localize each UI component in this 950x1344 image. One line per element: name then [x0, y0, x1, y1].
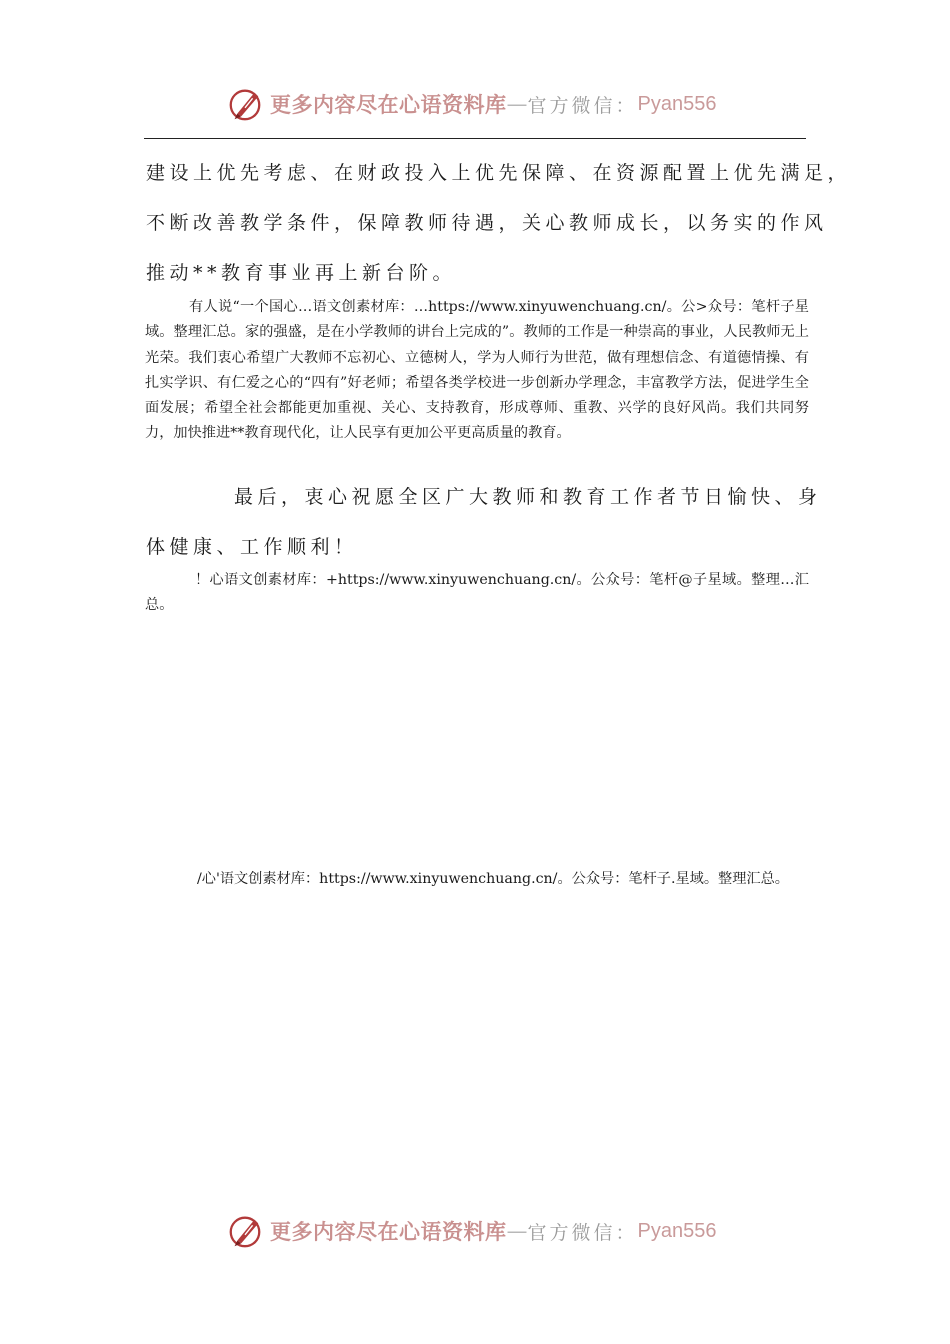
paragraph-5-watermark: /心'语文创素材库：https://www.xinyuwenchuang.cn/。公众号：笔杆子.星域。整理汇总。 — [197, 871, 789, 887]
paragraph-1-line-2: 不断改善教学条件，保障教师待遇，关心教师成长，以务实的作风 — [146, 212, 828, 234]
header-wechat-id: Pyan556 — [637, 92, 717, 115]
paragraph-1-line-3: 推动**教育事业再上新台阶。 — [146, 262, 457, 284]
header-separator: — — [506, 92, 528, 116]
footer-separator: — — [506, 1219, 528, 1243]
paragraph-3-line-1: 最后，衷心祝愿全区广大教师和教育工作者节日愉快、身 — [234, 486, 822, 508]
paragraph-2: 有人说“一个国心…语文创素材库：…https://www.xinyuwenchuang.cn/。公>众号：笔杆子星域。整理汇总。家的强盛，是在小学教师的讲台上完成的”。教师的工作是一种崇高的事业，人民教师无上光荣。我们衷心希望广大教师不忘初心、立德树人，学为人师行为世范，做有理想信念、有道德情操、有扎实学识、有仁爱之心的“四有”好老师；希望各类学校进一步创新办学理念，丰富教学方法，促进学生全面发展；希望全社会都能更加重视、关心、支持教育，形成尊师、重教、兴学的良好风尚。我们共同努力，加快推进**教育现代化，让人民享有更加公平更高质量的教育。 — [145, 299, 809, 442]
paragraph-4-watermark: ！心语文创素材库：+https://www.xinyuwenchuang.cn/。公众号：笔杆@子星域。整理…汇总。 — [145, 572, 809, 614]
pen-nib-icon — [226, 85, 264, 123]
header-site-name: 更多内容尽在心语资料库 — [270, 92, 507, 117]
footer-wechat-id: Pyan556 — [637, 1219, 717, 1242]
header-wechat-label: 官方微信： — [527, 94, 638, 117]
footer-wechat-label: 官方微信： — [527, 1221, 638, 1244]
header-divider — [144, 138, 806, 139]
pen-nib-icon — [226, 1212, 264, 1250]
header-banner — [226, 84, 716, 124]
footer-site-name: 更多内容尽在心语资料库 — [270, 1219, 507, 1244]
paragraph-1-line-1: 建设上优先考虑、在财政投入上优先保障、在资源配置上优先满足， — [146, 162, 852, 184]
footer-banner — [226, 1211, 716, 1251]
paragraph-3-line-2: 体健康、工作顺利！ — [146, 536, 358, 558]
